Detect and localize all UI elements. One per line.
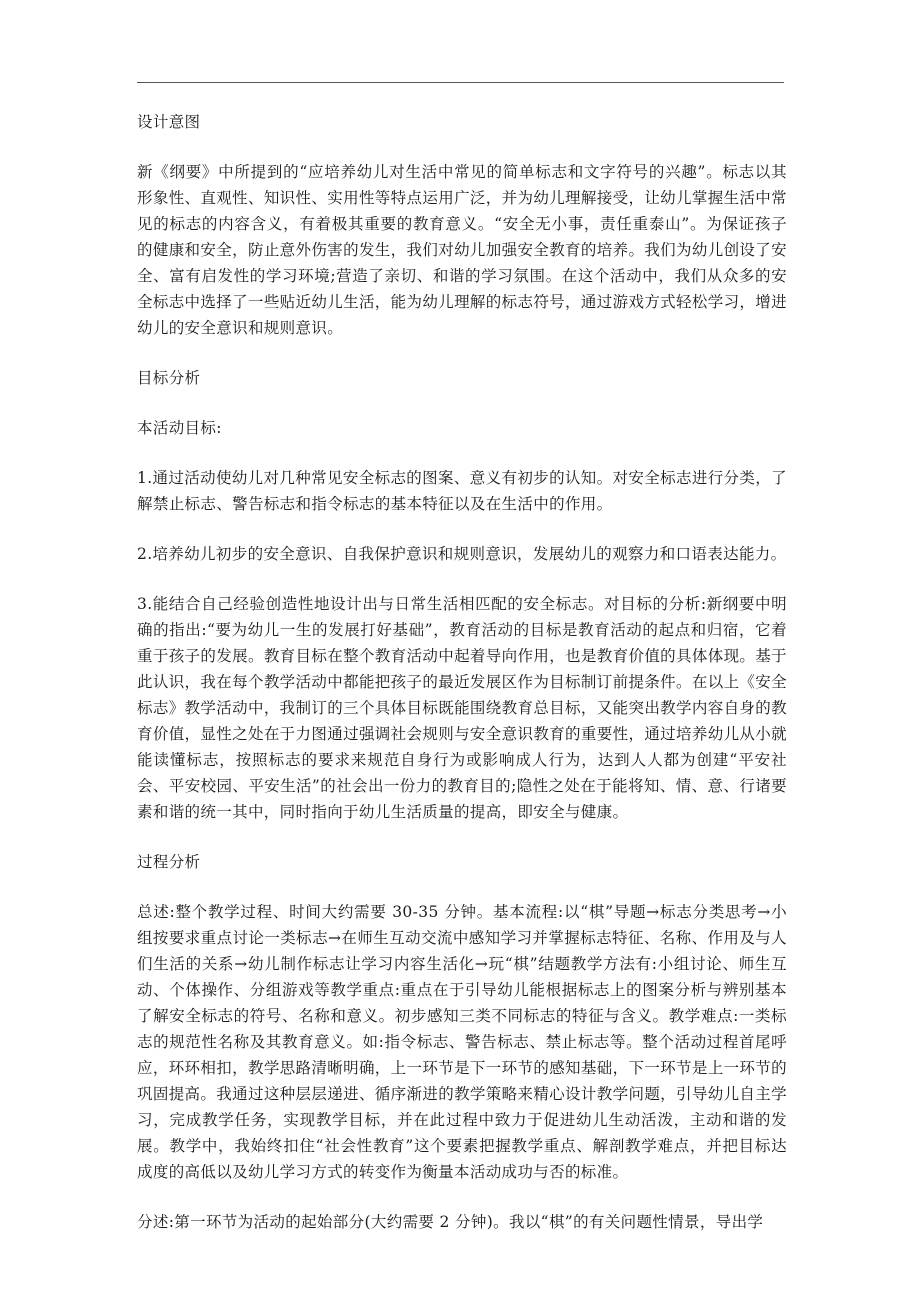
paragraph-process-detail: 分述:第一环节为活动的起始部分(大约需要 2 分钟)。我以“棋”的有关问题性情景，导出学	[137, 1213, 764, 1231]
paragraph-design-intent: 新《纲要》中所提到的“应培养幼儿对生活中常见的简单标志和文字符号的兴趣”。标志以其形象性、直观性、知识性、实用性等特点运用广泛，并为幼儿理解接受，让幼儿掌握生活中常见的标志的内容含义，有着极其重要的教育意义。“安全无小事，责任重泰山”。为保证孩子的健康和安全，防止意外伤害的发生，我们对幼儿加强安全教育的培养。我们为幼儿创设了安全、富有启发性的学习环境;营造了亲切、和谐的学习氛围。在这个活动中，我们从众多的安全标志中选择了一些贴近幼儿生活，能为幼儿理解的标志符号，通过游戏方式轻松学习，增进幼儿的安全意识和规则意识。	[137, 163, 787, 337]
header-rule	[137, 82, 784, 83]
paragraph-process-overview: 总述:整个教学过程、时间大约需要 30-35 分钟。基本流程:以“棋”导题→标志分类思考→小组按要求重点讨论一类标志→在师生互动交流中感知学习并掌握标志特征、名称、作用及与人们生活的关系→幼儿制作标志让学习内容生活化→玩“棋”结题教学方法有:小组讨论、师生互动、个体操作、分组游戏等教学重点:重点在于引导幼儿能根据标志上的图案分析与辨别基本了解安全标志的符号、名称和意义。初步感知三类不同标志的特征与含义。教学难点:一类标志的规范性名称及其教育意义。如:指令标志、警告标志、禁止标志等。整个活动过程首尾呼应，环环相扣，教学思路清晰明确，上一环节是下一环节的感知基础，下一环节是上一环节的巩固提高。我通过这种层层递进、循序渐进的教学策略来精心设计教学问题，引导幼儿自主学习，完成教学任务，实现教学目标，并在此过程中致力于促进幼儿生动活泼，主动和谐的发展。教学中，我始终扣住“社会性教育”这个要素把握教学重点、解剖教学难点，并把目标达成度的高低以及幼儿学习方式的转变作为衡量本活动成功与否的标准。	[137, 903, 787, 1181]
paragraph-activity-goals-label: 本活动目标:	[137, 419, 222, 437]
section-heading-goal-analysis: 目标分析	[137, 369, 201, 387]
section-heading-design-intent: 设计意图	[137, 113, 201, 131]
paragraph-goal-3: 3.能结合自己经验创造性地设计出与日常生活相匹配的安全标志。对目标的分析:新纲要中明确的指出:“要为幼儿一生的发展打好基础”，教育活动的目标是教育活动的起点和归宿，它着重于孩子的发展。教育目标在整个教育活动中起着导向作用，也是教育价值的具体体现。基于此认识，我在每个教学活动中都能把孩子的最近发展区作为目标制订前提条件。在以上《安全标志》教学活动中，我制订的三个具体目标既能围绕教育总目标，又能突出教学内容自身的教育价值，显性之处在于力图通过强调社会规则与安全意识教育的重要性，通过培养幼儿从小就能读懂标志，按照标志的要求来规范自身行为或影响成人行为，达到人人都为创建“平安社会、平安校园、平安生活”的社会出一份力的教育目的;隐性之处在于能将知、情、意、行诸要素和谐的统一其中，同时指向于幼儿生活质量的提高，即安全与健康。	[137, 595, 787, 821]
document-body	[137, 109, 787, 1259]
section-heading-process-analysis: 过程分析	[137, 853, 201, 871]
paragraph-goal-2: 2.培养幼儿初步的安全意识、自我保护意识和规则意识，发展幼儿的观察力和口语表达能力。	[137, 545, 787, 563]
paragraph-goal-1: 1.通过活动使幼儿对几种常见安全标志的图案、意义有初步的认知。对安全标志进行分类，了解禁止标志、警告标志和指令标志的基本特征以及在生活中的作用。	[137, 469, 787, 513]
